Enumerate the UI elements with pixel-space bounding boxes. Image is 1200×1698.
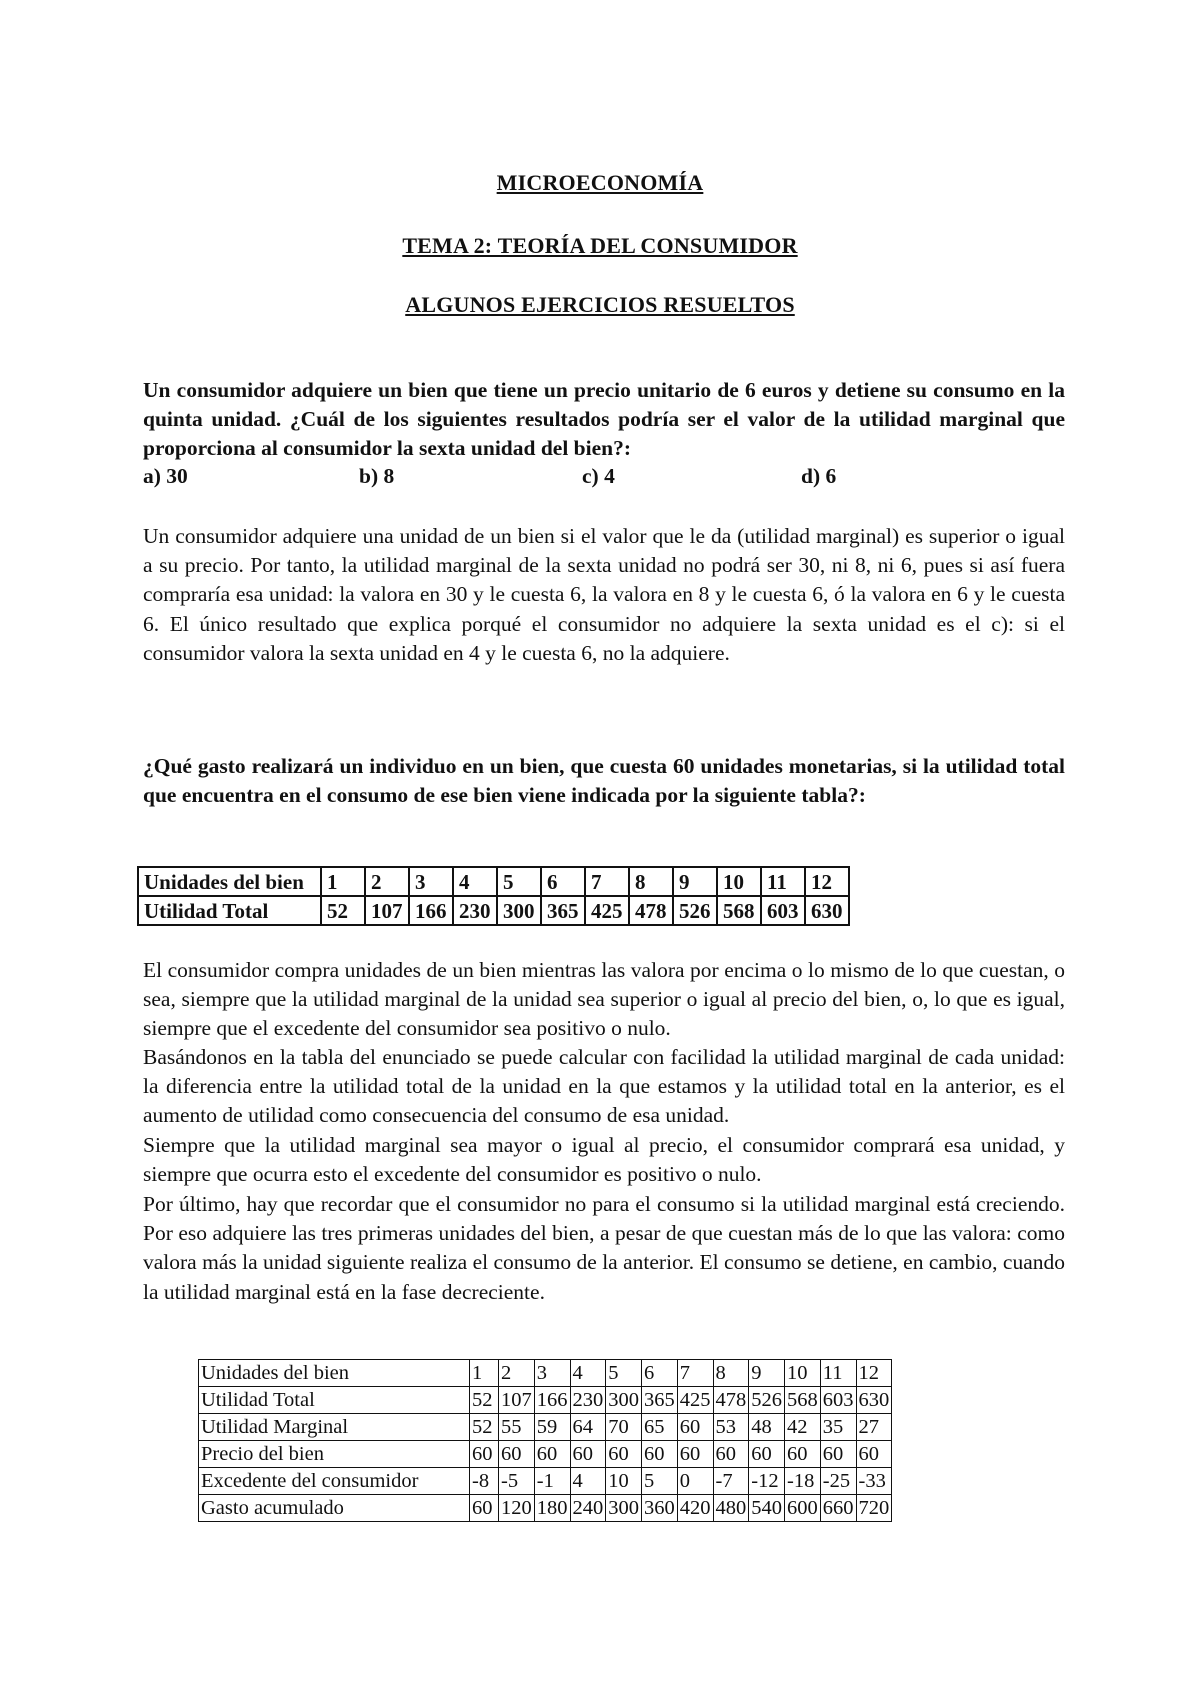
option-a: a) 30 <box>143 464 188 488</box>
table-cell: 720 <box>856 1495 892 1522</box>
table-cell: 180 <box>534 1495 570 1522</box>
table-cell: 60 <box>642 1441 678 1468</box>
exercise2-answer-p1: El consumidor compra unidades de un bien mientras las valora por encima o lo mismo de lo que cuestan, o sea, siempre que la utilidad marginal de la unidad sea superior o igual al precio del bien, o, lo que es igual, siempre que el excedente del consumidor sea positivo o nulo. <box>143 958 1065 1041</box>
table-cell: 1 <box>470 1360 499 1387</box>
row-header-cell: Utilidad Marginal <box>199 1414 470 1441</box>
exercise2-answer-p2: Basándonos en la tabla del enunciado se puede calcular con facilidad la utilidad marginal de cada unidad: la diferencia entre la utilidad total de la unidad en la que estamos y la utilidad total en la anterior, es el aumento de utilidad como consecuencia del consumo de esa unidad. <box>143 1045 1065 1128</box>
table-cell: 0 <box>677 1468 713 1495</box>
table-cell: 27 <box>856 1414 892 1441</box>
table-cell: 166 <box>409 896 453 925</box>
utility-table <box>137 866 850 926</box>
main-title: MICROECONOMÍA <box>496 170 704 195</box>
table-cell: 9 <box>673 867 717 896</box>
table-cell: 4 <box>570 1360 606 1387</box>
table-cell: 478 <box>713 1387 749 1414</box>
option-b: b) 8 <box>359 464 395 488</box>
table-cell: 60 <box>470 1495 499 1522</box>
table-cell: 7 <box>585 867 629 896</box>
table-cell: 425 <box>677 1387 713 1414</box>
table-cell: 60 <box>713 1441 749 1468</box>
table-cell: 420 <box>677 1495 713 1522</box>
table-cell: 630 <box>856 1387 892 1414</box>
table-cell: 5 <box>606 1360 642 1387</box>
table-cell: 630 <box>805 896 849 925</box>
table-cell: -25 <box>820 1468 856 1495</box>
table-cell: 230 <box>570 1387 606 1414</box>
table-cell: 11 <box>761 867 805 896</box>
table-cell: 10 <box>717 867 761 896</box>
table-cell: 365 <box>541 896 585 925</box>
table-cell: -8 <box>470 1468 499 1495</box>
table-cell: 60 <box>677 1414 713 1441</box>
table-cell: 365 <box>642 1387 678 1414</box>
table-cell: 300 <box>606 1495 642 1522</box>
table-row <box>199 1414 892 1441</box>
table-cell: 64 <box>570 1414 606 1441</box>
table-cell: 1 <box>321 867 365 896</box>
table-cell: 6 <box>541 867 585 896</box>
table-cell: 425 <box>585 896 629 925</box>
exercise2-question: ¿Qué gasto realizará un individuo en un bien, que cuesta 60 unidades monetarias, si la utilidad total que encuentra en el consumo de ese bien viene indicada por la siguiente tabla?: <box>143 754 1065 808</box>
table-cell: 60 <box>820 1441 856 1468</box>
table-cell: 230 <box>453 896 497 925</box>
table-cell: 300 <box>606 1387 642 1414</box>
section-subtitle: ALGUNOS EJERCICIOS RESUELTOS <box>405 292 795 317</box>
table-cell: 3 <box>534 1360 570 1387</box>
option-c: c) 4 <box>582 464 615 488</box>
table-cell: 8 <box>713 1360 749 1387</box>
table-cell: 12 <box>856 1360 892 1387</box>
table-cell: 55 <box>499 1414 535 1441</box>
table-cell: 568 <box>717 896 761 925</box>
table-cell: 10 <box>785 1360 821 1387</box>
solution-table <box>198 1359 892 1522</box>
table-cell: 52 <box>470 1414 499 1441</box>
table-cell: 526 <box>673 896 717 925</box>
table-cell: 107 <box>365 896 409 925</box>
table-row <box>138 867 849 896</box>
exercise2-answer-p4: Por último, hay que recordar que el consumidor no para el consumo si la utilidad marginal está creciendo. Por eso adquiere las tres primeras unidades del bien, a pesar de que cuestan más de lo que las valora: como valora más la unidad siguiente realiza el consumo de la anterior. El consumo se detiene, en cambio, cuando la utilidad marginal está en la fase decreciente. <box>143 1192 1065 1304</box>
table-cell: -12 <box>749 1468 785 1495</box>
table-cell: 60 <box>499 1441 535 1468</box>
table-cell: 526 <box>749 1387 785 1414</box>
table-cell: 660 <box>820 1495 856 1522</box>
table-cell: -5 <box>499 1468 535 1495</box>
table-cell: -7 <box>713 1468 749 1495</box>
table-cell: 6 <box>642 1360 678 1387</box>
table-cell: 600 <box>785 1495 821 1522</box>
table-cell: 52 <box>470 1387 499 1414</box>
option-d: d) 6 <box>801 464 837 488</box>
row-header-cell: Gasto acumulado <box>199 1495 470 1522</box>
table-cell: 120 <box>499 1495 535 1522</box>
table-cell: 4 <box>570 1468 606 1495</box>
exercise2-answer-p3: Siempre que la utilidad marginal sea mayor o igual al precio, el consumidor comprará esa unidad, y siempre que ocurra esto el excedente del consumidor es positivo o nulo. <box>143 1133 1065 1187</box>
table-cell: 70 <box>606 1414 642 1441</box>
table-cell: 59 <box>534 1414 570 1441</box>
row-header-cell: Unidades del bien <box>199 1360 470 1387</box>
table-cell: 35 <box>820 1414 856 1441</box>
table-cell: 60 <box>749 1441 785 1468</box>
table-row <box>199 1468 892 1495</box>
table-cell: 360 <box>642 1495 678 1522</box>
table-cell: 60 <box>677 1441 713 1468</box>
row-header-cell: Utilidad Total <box>199 1387 470 1414</box>
table-cell: 4 <box>453 867 497 896</box>
table-cell: 7 <box>677 1360 713 1387</box>
table-cell: 10 <box>606 1468 642 1495</box>
table-row <box>138 896 849 925</box>
table-row <box>199 1441 892 1468</box>
table-cell: 480 <box>713 1495 749 1522</box>
table-cell: 5 <box>642 1468 678 1495</box>
table-cell: -33 <box>856 1468 892 1495</box>
table-cell: 2 <box>499 1360 535 1387</box>
table-cell: 2 <box>365 867 409 896</box>
row-header-cell: Precio del bien <box>199 1441 470 1468</box>
exercise1-question: Un consumidor adquiere un bien que tiene un precio unitario de 6 euros y detiene su consumo en la quinta unidad. ¿Cuál de los siguientes resultados podría ser el valor de la utilidad marginal que proporciona al consumidor la sexta unidad del bien?: <box>143 378 1065 461</box>
row-header-cell: Utilidad Total <box>138 896 321 925</box>
table-cell: 12 <box>805 867 849 896</box>
table-cell: -1 <box>534 1468 570 1495</box>
table-row <box>199 1360 892 1387</box>
table-cell: 60 <box>534 1441 570 1468</box>
topic-title: TEMA 2: TEORÍA DEL CONSUMIDOR <box>402 233 798 258</box>
table-cell: 603 <box>820 1387 856 1414</box>
table-cell: 48 <box>749 1414 785 1441</box>
table-cell: 60 <box>470 1441 499 1468</box>
table-row <box>199 1495 892 1522</box>
table-cell: 60 <box>606 1441 642 1468</box>
table-cell: 603 <box>761 896 805 925</box>
table-cell: 60 <box>785 1441 821 1468</box>
table-cell: 42 <box>785 1414 821 1441</box>
table-cell: 300 <box>497 896 541 925</box>
exercise1-options <box>143 464 1065 494</box>
table-cell: 568 <box>785 1387 821 1414</box>
table-cell: 540 <box>749 1495 785 1522</box>
table-cell: 60 <box>856 1441 892 1468</box>
table-cell: 107 <box>499 1387 535 1414</box>
table-cell: 65 <box>642 1414 678 1441</box>
table-cell: 8 <box>629 867 673 896</box>
table-cell: 53 <box>713 1414 749 1441</box>
table-cell: 166 <box>534 1387 570 1414</box>
table-cell: 478 <box>629 896 673 925</box>
table-cell: 52 <box>321 896 365 925</box>
exercise1-answer: Un consumidor adquiere una unidad de un bien si el valor que le da (utilidad marginal) es superior o igual a su precio. Por tanto, la utilidad marginal de la sexta unidad no podrá ser 30, ni 8, ni 6, pues si así fuera compraría esa unidad: la valora en 30 y le cuesta 6, la valora en 8 y le cuesta 6, ó la valora en 6 y le cuesta 6. El único resultado que explica porqué el consumidor no adquiere la sexta unidad es el c): si el consumidor valora la sexta unidad en 4 y le cuesta 6, no la adquiere. <box>143 524 1065 665</box>
table-row <box>199 1387 892 1414</box>
table-cell: 5 <box>497 867 541 896</box>
table-cell: 9 <box>749 1360 785 1387</box>
table-cell: 60 <box>570 1441 606 1468</box>
row-header-cell: Unidades del bien <box>138 867 321 896</box>
table-cell: 11 <box>820 1360 856 1387</box>
table-cell: -18 <box>785 1468 821 1495</box>
table-cell: 3 <box>409 867 453 896</box>
row-header-cell: Excedente del consumidor <box>199 1468 470 1495</box>
table-cell: 240 <box>570 1495 606 1522</box>
